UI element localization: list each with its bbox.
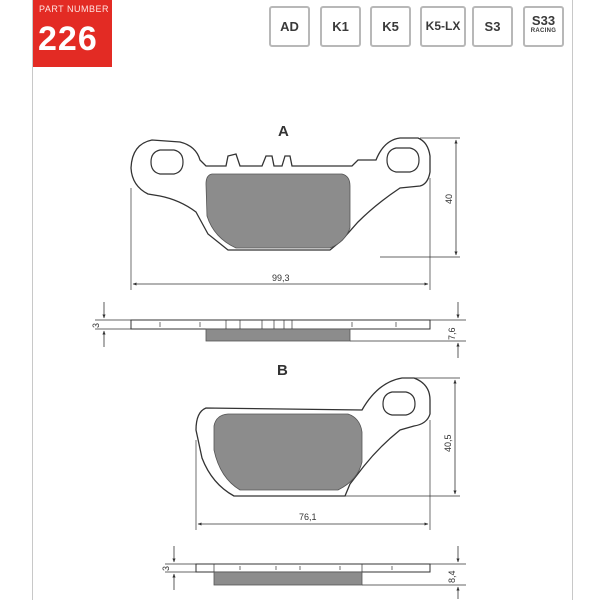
pad-a-total-thickness-dimension	[350, 302, 466, 358]
pad-b-side-friction	[214, 572, 362, 585]
pad-b-hole	[383, 392, 415, 415]
compound-k5-lx-label: K5-LX	[425, 19, 461, 33]
pad-b-height-label: 40,5	[443, 434, 453, 452]
pad-b-backing-thickness-dimension	[161, 546, 196, 590]
pad-b-total-thickness-label: 8,4	[447, 570, 457, 583]
part-number-label: PART NUMBER	[39, 4, 110, 14]
pad-a-width-label: 99,3	[272, 273, 290, 283]
compound-s3-label: S3	[484, 19, 501, 34]
pad-b-backing-thickness-label: 3	[161, 565, 171, 571]
pad-a-side-friction	[206, 329, 350, 341]
part-number-value: 226	[38, 20, 98, 58]
compound-ad-label: AD	[280, 19, 299, 34]
compound-k5-label: K5	[382, 19, 399, 34]
compound-s33-label: S33	[531, 13, 556, 28]
pad-a-backing-thickness-label: 3	[91, 322, 101, 328]
pad-b-friction-material	[214, 414, 362, 490]
pad-a-backing-thickness-dimension	[91, 302, 131, 347]
pad-a-friction-material	[206, 174, 350, 248]
compound-s33-sub: RACING	[530, 28, 557, 34]
pad-a-hole-left	[151, 150, 183, 174]
pad-a-front-view	[131, 123, 430, 250]
pad-b-letter: B	[277, 362, 288, 379]
pad-a-total-thickness-label: 7,6	[447, 327, 457, 340]
pad-a-side-view	[131, 320, 430, 341]
pad-b-side-backing	[196, 564, 430, 572]
pad-b-front-view	[196, 362, 430, 496]
pad-a-side-backing	[131, 320, 430, 329]
pad-b-width-label: 76,1	[299, 512, 317, 522]
pad-a-letter: A	[278, 123, 289, 140]
compound-k1-label: K1	[332, 19, 349, 34]
pad-b-side-view	[196, 564, 430, 585]
pad-a-height-label: 40	[444, 193, 454, 204]
pad-a-hole-right	[387, 148, 419, 172]
